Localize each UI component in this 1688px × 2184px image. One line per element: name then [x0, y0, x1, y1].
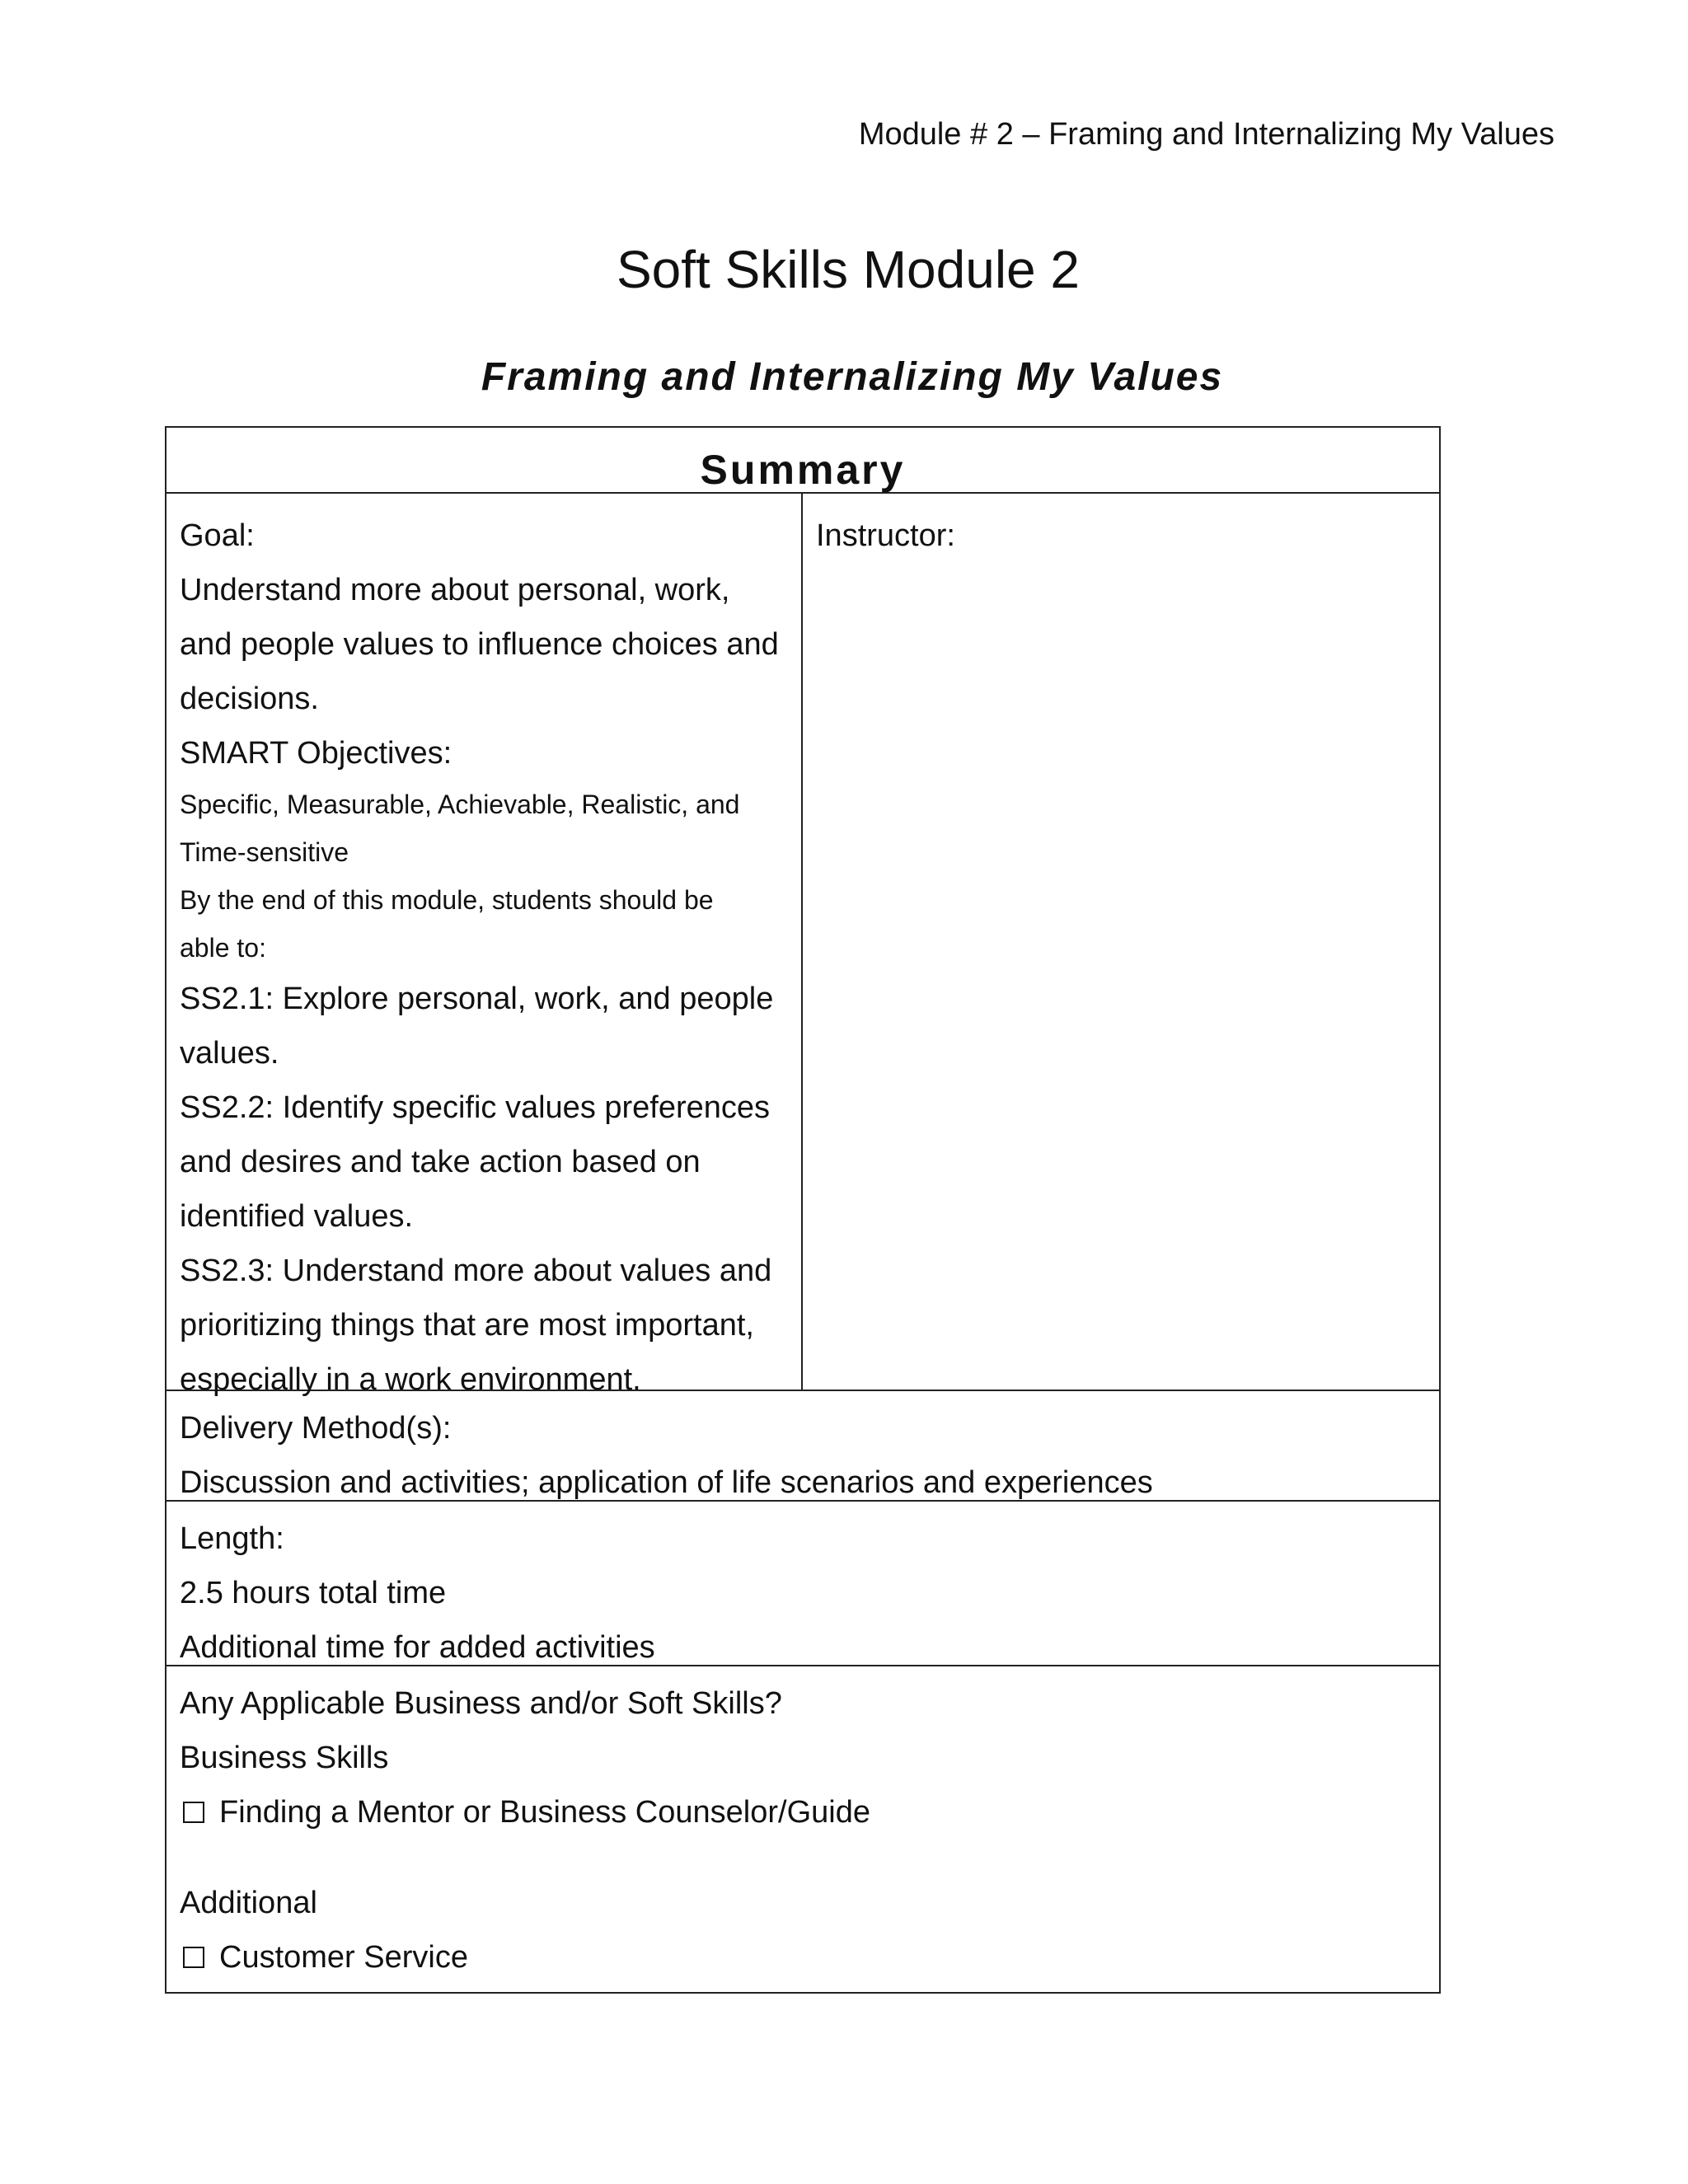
document-subtitle: Framing and Internalizing My Values [481, 355, 1224, 399]
delivery-value: Discussion and activities; application of life scenarios and experiences [180, 1465, 1153, 1500]
additional-item-text: Customer Service [219, 1940, 468, 1975]
running-header: Module # 2 – Framing and Internalizing My Values [858, 117, 1554, 152]
skills-row [166, 1666, 1439, 1992]
objective-line: SS2.1: Explore personal, work, and people [180, 982, 774, 1016]
document-title: Soft Skills Module 2 [616, 240, 1081, 299]
goal-cell [166, 494, 803, 1397]
length-row [166, 1502, 1439, 1666]
objective-line: SS2.3: Understand more about values and [180, 1254, 772, 1288]
smart-description-line: able to: [180, 933, 266, 963]
smart-description-line: Time-sensitive [180, 837, 349, 867]
business-skills-label: Business Skills [180, 1741, 389, 1775]
length-label: Length: [180, 1521, 284, 1556]
objective-line: and desires and take action based on [180, 1145, 701, 1179]
spacer [180, 1840, 1426, 1876]
smart-objectives-label: SMART Objectives: [180, 736, 452, 771]
objective-line: especially in a work environment. [180, 1362, 641, 1397]
length-line: 2.5 hours total time [180, 1576, 447, 1610]
checkbox-icon[interactable] [183, 1947, 204, 1968]
objective-line: identified values. [180, 1199, 414, 1234]
business-skill-checkbox-item[interactable] [180, 1785, 1426, 1840]
checkbox-icon[interactable] [183, 1802, 204, 1823]
goal-instructor-row [166, 494, 1439, 1397]
instructor-label: Instructor: [816, 518, 955, 553]
smart-description-line: Specific, Measurable, Achievable, Realistic, and [180, 790, 740, 819]
objective-line: values. [180, 1036, 279, 1071]
instructor-cell [803, 494, 1439, 1390]
summary-table [165, 426, 1441, 1994]
summary-heading: Summary [166, 428, 1439, 494]
objective-line: SS2.2: Identify specific values preferences [180, 1090, 771, 1125]
goal-label: Goal: [180, 518, 255, 553]
additional-checkbox-item[interactable] [180, 1930, 1426, 1985]
business-skill-text: Finding a Mentor or Business Counselor/Guide [219, 1795, 870, 1830]
delivery-label: Delivery Method(s): [180, 1411, 452, 1446]
goal-line: decisions. [180, 682, 319, 716]
additional-label: Additional [180, 1886, 317, 1920]
length-line: Additional time for added activities [180, 1630, 655, 1665]
objective-line: prioritizing things that are most important, [180, 1308, 754, 1343]
smart-description-line: By the end of this module, students should be [180, 885, 714, 915]
goal-line: Understand more about personal, work, [180, 573, 730, 607]
delivery-row [166, 1391, 1439, 1502]
skills-label: Any Applicable Business and/or Soft Skills? [180, 1686, 782, 1721]
goal-line: and people values to influence choices and [180, 627, 779, 662]
